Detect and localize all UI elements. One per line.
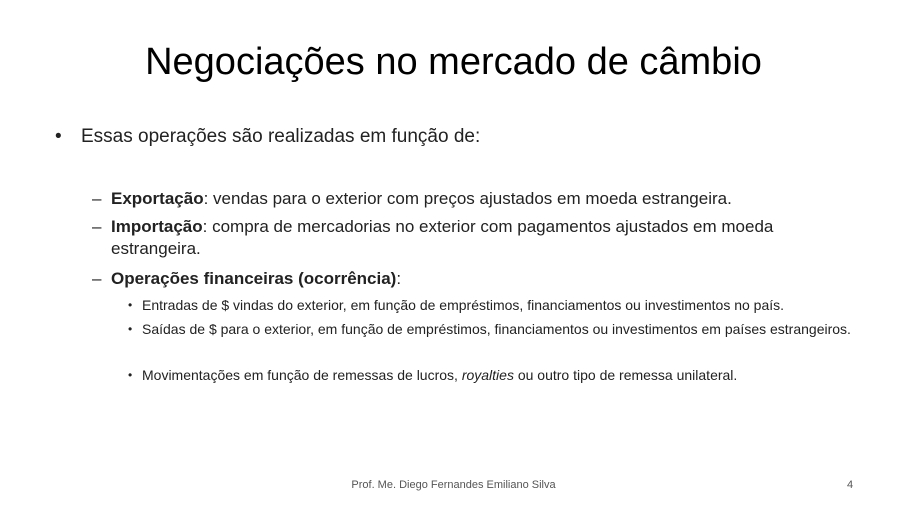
bullet-icon: • (128, 322, 133, 336)
list-item-description: : (396, 269, 402, 288)
dash-icon: – (92, 217, 102, 236)
bullet-icon: • (55, 126, 62, 147)
list-item-text (92, 216, 852, 260)
footer-page-number: 4 (846, 479, 854, 491)
dash-icon: – (92, 189, 102, 208)
list-item-term: Operações financeiras (ocorrência) (111, 269, 397, 288)
bullet-icon: • (128, 298, 133, 312)
sub-list-item-text: Saídas de $ para o exterior, em função de empréstimos, financiamentos ou investimentos em países estrangeiros. (142, 321, 851, 337)
list-item-exportacao (92, 188, 852, 210)
intro-text: Essas operações são realizadas em função de: (81, 126, 481, 147)
sub-list-item-text-before: Movimentações em função de remessas de lucros, (142, 367, 462, 383)
dash-icon: – (92, 269, 102, 288)
sub-list-item-text (128, 365, 868, 386)
list-item-description: : vendas para o exterior com preços ajustados em moeda estrangeira. (203, 189, 732, 208)
sub-list-item-italic-term: royalties (461, 367, 514, 383)
list-item-operacoes-financeiras (92, 268, 852, 290)
sub-list-item-text-after: ou outro tipo de remessa unilateral. (513, 367, 738, 383)
list-item-term: Importação (111, 217, 203, 236)
list-item-description: : compra de mercadorias no exterior com pagamentos ajustados em moeda estrangeira. (111, 217, 774, 258)
bullet-icon: • (128, 368, 133, 382)
intro-bullet-item (55, 124, 875, 150)
sub-list-item-entradas (128, 295, 868, 316)
sub-list-item-saidas (128, 319, 868, 340)
slide-title: Negociações no mercado de câmbio (145, 41, 762, 83)
list-item-importacao (92, 216, 852, 260)
footer-author: Prof. Me. Diego Fernandes Emiliano Silva (351, 479, 556, 491)
sub-list-item-movimentacoes (128, 365, 868, 386)
list-item-term: Exportação (111, 189, 204, 208)
sub-list-item-text: Entradas de $ vindas do exterior, em função de empréstimos, financiamentos ou investimentos no país. (142, 297, 785, 313)
list-item-text (92, 188, 852, 210)
list-item-text (92, 268, 852, 290)
